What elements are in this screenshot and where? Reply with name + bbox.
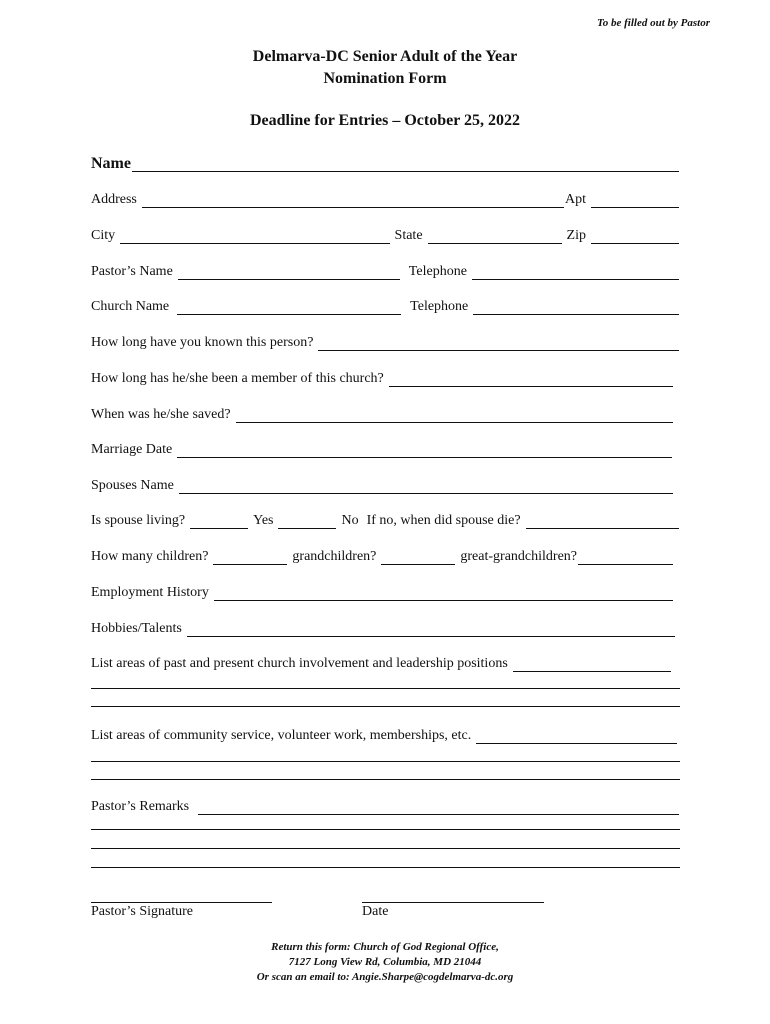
address-field (91, 190, 680, 208)
hobbies-field (91, 619, 676, 637)
spouse-died-label: If no, when did spouse die? (366, 513, 521, 528)
name-label: Name (91, 155, 131, 172)
employment-input-line[interactable] (214, 588, 673, 601)
employment-label: Employment History (91, 585, 209, 600)
membership-duration-input-line[interactable] (389, 374, 673, 387)
church-involvement-extra-line[interactable] (91, 688, 680, 689)
membership-duration-label: How long has he/she been a member of this church? (91, 371, 384, 386)
church-involvement-label: List areas of past and present church involvement and leadership positions (91, 656, 508, 671)
salvation-date-field (91, 405, 674, 423)
known-duration-field (91, 333, 680, 351)
form-title: Delmarva-DC Senior Adult of the Year (252, 48, 518, 65)
salvation-date-input-line[interactable] (236, 410, 673, 423)
church-involvement-field (91, 654, 672, 672)
community-service-extra-line[interactable] (91, 779, 680, 780)
deadline-heading: Deadline for Entries – October 25, 2022 (249, 112, 521, 129)
community-service-extra-line[interactable] (91, 761, 680, 762)
pastors-remarks-field (91, 797, 680, 815)
community-service-input-line[interactable] (476, 731, 677, 744)
church-name-label: Church Name (91, 299, 170, 314)
pastors-remarks-extra-line[interactable] (91, 848, 680, 849)
grandchildren-label: grandchildren? (292, 549, 377, 564)
marriage-date-input-line[interactable] (177, 445, 672, 458)
pastors-remarks-extra-line[interactable] (91, 867, 680, 868)
spouse-living-no-line[interactable] (278, 516, 336, 529)
pastors-remarks-input-line[interactable] (198, 802, 679, 815)
children-label: How many children? (91, 549, 209, 564)
pastors-remarks-label: Pastor’s Remarks (91, 799, 190, 814)
spouse-name-input-line[interactable] (179, 481, 673, 494)
address-input-line[interactable] (142, 195, 564, 208)
scan-email-instructions: Or scan an email to: Angie.Sharpe@cogdelmarva-dc.org (256, 971, 514, 983)
pastor-instruction-note: To be filled out by Pastor (597, 17, 710, 29)
known-duration-label: How long have you known this person? (91, 335, 314, 350)
pastors-name-input-line[interactable] (178, 267, 400, 280)
employment-field (91, 583, 674, 601)
apt-label: Apt (565, 192, 586, 207)
community-service-field (91, 726, 678, 744)
spouse-living-yes-line[interactable] (190, 516, 248, 529)
state-input-line[interactable] (428, 231, 562, 244)
spouse-name-label: Spouses Name (91, 478, 174, 493)
city-state-zip-field (91, 226, 680, 244)
great-grandchildren-label: great-grandchildren? (460, 549, 577, 564)
name-input-line[interactable] (132, 159, 679, 172)
spouse-died-input-line[interactable] (526, 516, 679, 529)
pastor-telephone-input-line[interactable] (472, 267, 679, 280)
date-line[interactable] (362, 902, 544, 903)
apt-input-line[interactable] (591, 195, 679, 208)
yes-label: Yes (253, 513, 274, 528)
state-label: State (394, 228, 423, 243)
marriage-date-label: Marriage Date (91, 442, 173, 457)
grandchildren-input-line[interactable] (381, 552, 455, 565)
church-telephone-input-line[interactable] (473, 302, 679, 315)
pastor-signature-line[interactable] (91, 902, 272, 903)
city-input-line[interactable] (120, 231, 389, 244)
children-field (91, 547, 674, 565)
hobbies-label: Hobbies/Talents (91, 621, 182, 636)
marriage-date-field (91, 440, 673, 458)
hobbies-input-line[interactable] (187, 624, 675, 637)
spouse-living-label: Is spouse living? (91, 513, 186, 528)
church-involvement-input-line[interactable] (513, 659, 671, 672)
pastors-name-label: Pastor’s Name (91, 264, 173, 279)
city-label: City (91, 228, 116, 243)
telephone-label: Telephone (408, 264, 467, 279)
name-field (91, 152, 680, 172)
zip-label: Zip (566, 228, 586, 243)
church-name-field (91, 297, 680, 315)
no-label: No (341, 513, 359, 528)
membership-duration-field (91, 369, 674, 387)
pastors-remarks-extra-line[interactable] (91, 829, 680, 830)
date-label: Date (362, 904, 389, 919)
pastor-signature-label: Pastor’s Signature (91, 904, 194, 919)
zip-input-line[interactable] (591, 231, 679, 244)
pastor-name-field (91, 262, 680, 280)
community-service-label: List areas of community service, volunteer work, memberships, etc. (91, 728, 472, 743)
form-subtitle: Nomination Form (323, 70, 447, 87)
salvation-date-label: When was he/she saved? (91, 407, 231, 422)
address-label: Address (91, 192, 137, 207)
telephone-label: Telephone (410, 299, 469, 314)
children-input-line[interactable] (213, 552, 287, 565)
known-duration-input-line[interactable] (318, 338, 679, 351)
church-involvement-extra-line[interactable] (91, 706, 680, 707)
spouse-name-field (91, 476, 674, 494)
spouse-living-field (91, 511, 680, 529)
church-name-input-line[interactable] (177, 302, 401, 315)
return-instructions: Return this form: Church of God Regional Office, (271, 941, 499, 953)
office-address: 7127 Long View Rd, Columbia, MD 21044 (288, 956, 482, 968)
great-grandchildren-input-line[interactable] (578, 552, 673, 565)
